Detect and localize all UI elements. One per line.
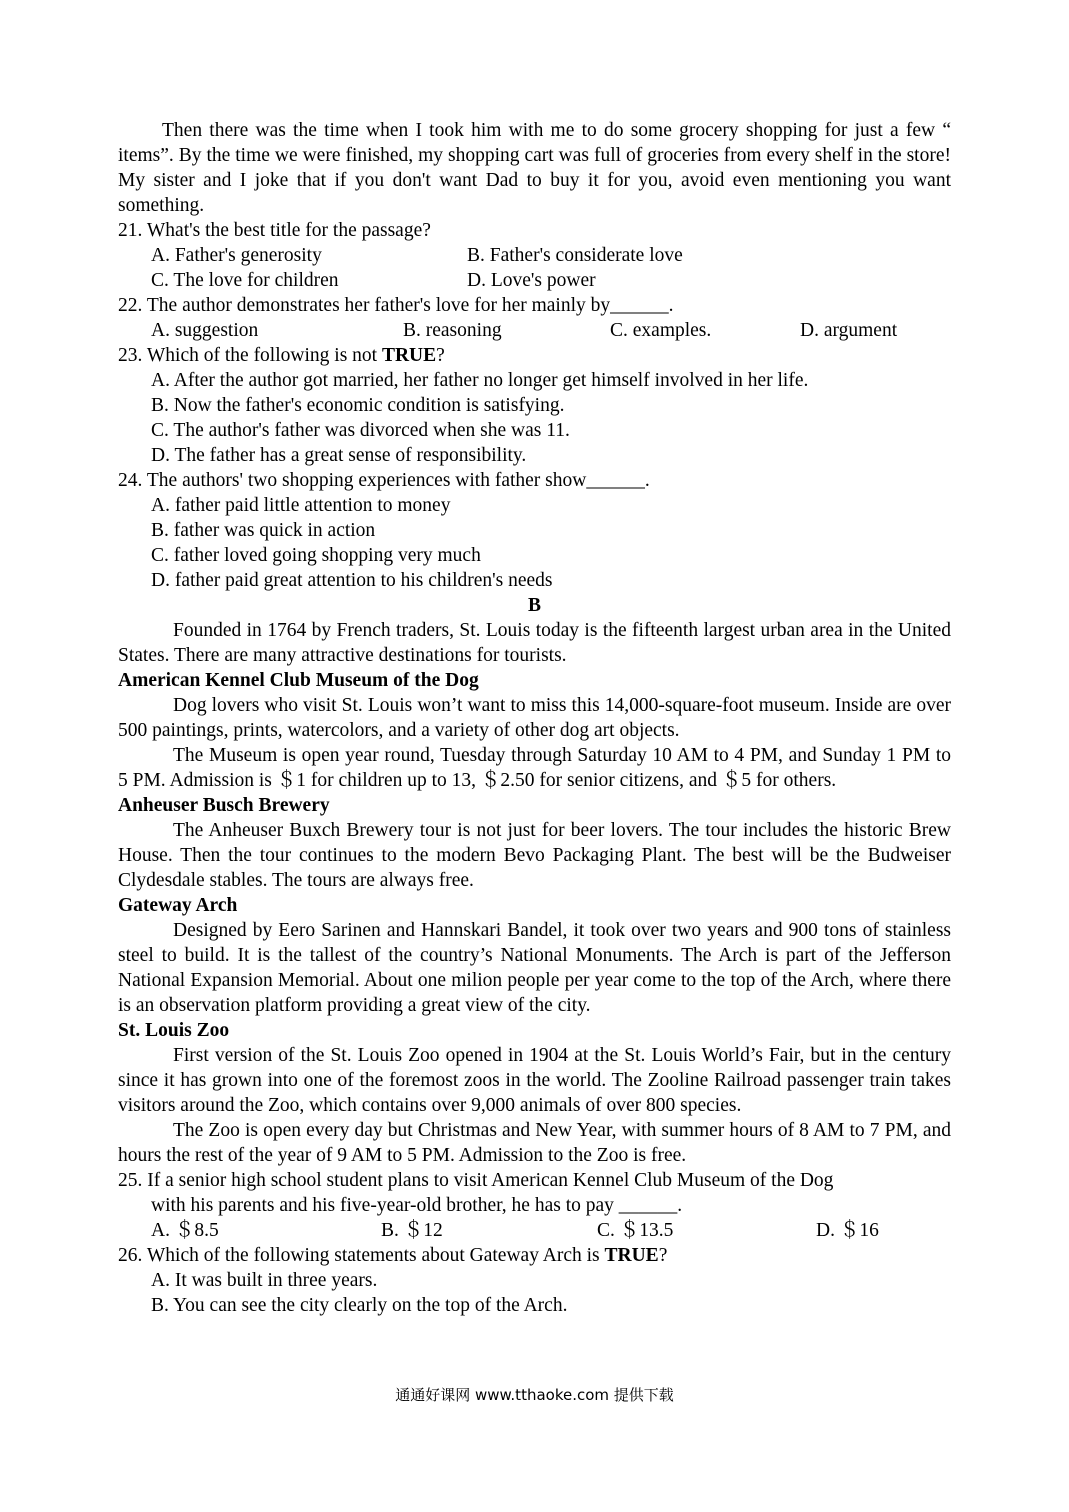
question-21-options-row-1 bbox=[151, 243, 951, 268]
question-22-option-a: A. suggestion bbox=[151, 320, 259, 341]
question-21-options-row-2 bbox=[151, 268, 951, 293]
question-23-stem bbox=[118, 343, 951, 368]
question-21-stem: 21. What's the best title for the passage? bbox=[118, 220, 431, 241]
question-24-stem: 24. The authors' two shopping experiences with father show______. bbox=[118, 470, 650, 491]
question-23-option-c: C. The author's father was divorced when she was 11. bbox=[151, 420, 570, 441]
question-22-option-d: D. argument bbox=[800, 320, 898, 341]
kennel-paragraph-1: Dog lovers who visit St. Louis won’t want to miss this 14,000-square-foot museum. Inside are over 500 paintings, prints, watercolors, and a variety of other dog art objects. bbox=[118, 695, 951, 741]
question-26-option-b: B. You can see the city clearly on the top of the Arch. bbox=[151, 1295, 568, 1316]
question-25-stem-line-1: 25. If a senior high school student plans to visit American Kennel Club Museum of the Dog bbox=[118, 1170, 834, 1191]
brewery-paragraph: The Anheuser Buxch Brewery tour is not just for beer lovers. The tour includes the historic Brew House. Then the tour continues to the modern Bevo Packaging Plant. The best will be the Budweiser Clydesdale stables. The tours are always free. bbox=[118, 820, 951, 891]
question-26-stem-end: ? bbox=[658, 1245, 668, 1266]
question-21-option-c: C. The love for children bbox=[151, 270, 339, 291]
question-21-option-d: D. Love's power bbox=[467, 270, 596, 291]
question-23-stem-text: 23. Which of the following is not bbox=[118, 345, 382, 366]
kennel-heading: American Kennel Club Museum of the Dog bbox=[118, 670, 479, 691]
question-25-option-b: B. ＄12 bbox=[381, 1220, 443, 1241]
question-22-options bbox=[151, 318, 951, 343]
question-26-stem-text: 26. Which of the following statements about Gateway Arch is bbox=[118, 1245, 605, 1266]
question-23-stem-emphasis: TRUE bbox=[381, 345, 437, 366]
question-23-option-d: D. The father has a great sense of responsibility. bbox=[151, 445, 527, 466]
question-22-stem: 22. The author demonstrates her father's love for her mainly by______. bbox=[118, 295, 674, 316]
question-21-option-b: B. Father's considerate love bbox=[467, 245, 683, 266]
question-25-stem-line-2: with his parents and his five-year-old brother, he has to pay ______. bbox=[151, 1195, 683, 1216]
zoo-paragraph-1: First version of the St. Louis Zoo opened in 1904 at the St. Louis World’s Fair, but in the century since it has grown into one of the foremost zoos in the world. The Zooline Railroad passenger train takes visitors around the Zoo, which contains over 9,000 animals of over 800 species. bbox=[118, 1045, 951, 1116]
arch-heading: Gateway Arch bbox=[118, 895, 238, 916]
zoo-paragraph-2: The Zoo is open every day but Christmas and New Year, with summer hours of 8 AM to 7 PM, and hours the rest of the year of 9 AM to 5 PM. Admission to the Zoo is free. bbox=[118, 1120, 951, 1166]
kennel-paragraph-2: The Museum is open year round, Tuesday through Saturday 10 AM to 4 PM, and Sunday 1 PM to 5 PM. Admission is ＄1 for children up to 13, ＄2.50 for senior citizens, and ＄5 for others. bbox=[118, 745, 951, 791]
arch-paragraph: Designed by Eero Sarinen and Hannskari Bandel, it took over two years and 900 tons of stainless steel to build. It is the tallest of the country’s National Monuments. The Arch is part of the Jefferson National Expansion Memorial. About one milion people per year come to the top of the Arch, where there is an observation platform providing a great view of the city. bbox=[118, 920, 951, 1016]
question-23-option-a: A. After the author got married, her father no longer get himself involved in her life. bbox=[151, 370, 809, 391]
question-25-option-d: D. ＄16 bbox=[816, 1220, 879, 1241]
question-22-option-c: C. examples. bbox=[610, 320, 712, 341]
question-24-option-a: A. father paid little attention to money bbox=[151, 495, 451, 516]
question-24-option-b: B. father was quick in action bbox=[151, 520, 376, 541]
question-24-option-c: C. father loved going shopping very much bbox=[151, 545, 481, 566]
question-21-option-a: A. Father's generosity bbox=[151, 245, 322, 266]
question-26-option-a: A. It was built in three years. bbox=[151, 1270, 378, 1291]
question-25-options bbox=[151, 1218, 951, 1243]
brewery-heading: Anheuser Busch Brewery bbox=[118, 795, 330, 816]
question-22-option-b: B. reasoning bbox=[403, 320, 502, 341]
question-23-stem-end: ? bbox=[436, 345, 445, 366]
section-b-label: B bbox=[527, 595, 541, 616]
passage-a-tail-paragraph: Then there was the time when I took him with me to do some grocery shopping for just a few “ items”. By the time we were finished, my shopping cart was full of groceries from every shelf in the store! My sister and I joke that if you don't want Dad to buy it for you, avoid even mentioning you want something. bbox=[118, 120, 951, 216]
question-25-option-c: C. ＄13.5 bbox=[597, 1220, 674, 1241]
page-footer: 通通好课网 www.tthaoke.com 提供下载 bbox=[395, 1386, 674, 1404]
zoo-heading: St. Louis Zoo bbox=[118, 1020, 230, 1041]
section-b-intro: Founded in 1764 by French traders, St. Louis today is the fifteenth largest urban area in the United States. There are many attractive destinations for tourists. bbox=[118, 620, 951, 666]
question-24-option-d: D. father paid great attention to his children's needs bbox=[151, 570, 553, 591]
question-23-option-b: B. Now the father's economic condition is satisfying. bbox=[151, 395, 565, 416]
question-26-stem bbox=[118, 1243, 951, 1268]
question-26-stem-emphasis: TRUE bbox=[604, 1245, 659, 1266]
question-25-option-a: A. ＄8.5 bbox=[151, 1220, 219, 1241]
page-content bbox=[118, 118, 951, 1318]
